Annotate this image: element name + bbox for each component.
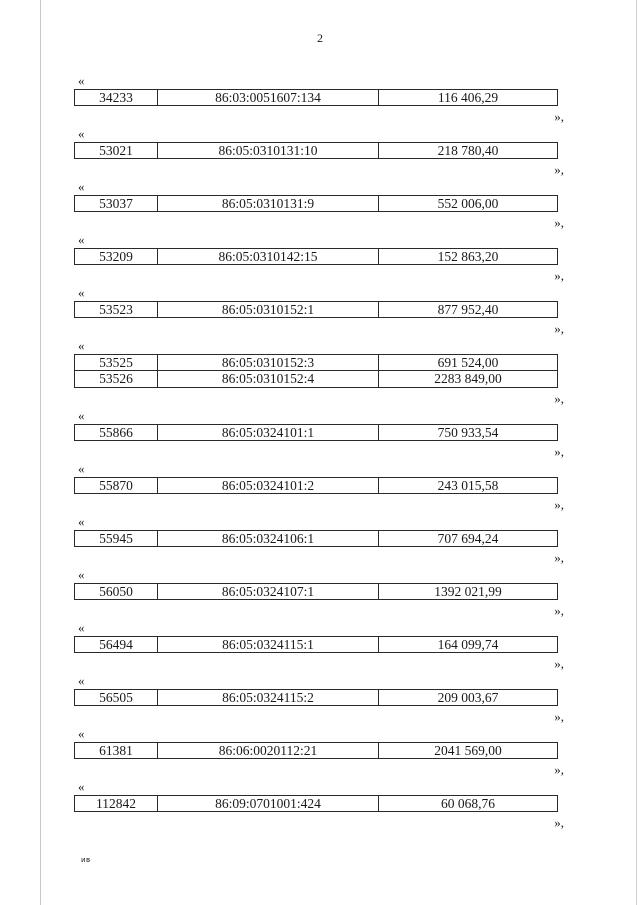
- cadastral-number: 86:05:0310142:15: [158, 249, 379, 264]
- row-code: 53021: [75, 143, 158, 158]
- table-entry: [74, 514, 564, 567]
- closing-quote-mark: »,: [554, 268, 564, 283]
- cadastral-number: 86:05:0310152:1: [158, 302, 379, 317]
- table-entry: [74, 179, 564, 232]
- closing-quote-mark: »,: [554, 656, 564, 671]
- table-row: [74, 689, 558, 706]
- cadastral-number: 86:05:0324115:2: [158, 690, 379, 705]
- table-row: [74, 583, 558, 600]
- cadastral-value: 60 068,76: [441, 796, 495, 811]
- row-code: 112842: [75, 796, 158, 811]
- closing-quote-mark: »,: [554, 444, 564, 459]
- table-entry: [74, 620, 564, 673]
- table-entry: [74, 779, 564, 832]
- cadastral-number: 86:05:0324101:1: [158, 425, 379, 440]
- cadastral-number: 86:05:0324106:1: [158, 531, 379, 546]
- table-row: [74, 477, 558, 494]
- row-code: 53526: [75, 371, 158, 387]
- cadastral-number: 86:03:0051607:134: [158, 90, 379, 105]
- closing-quote-mark: »,: [554, 391, 564, 406]
- opening-quote-mark: «: [78, 232, 85, 247]
- closing-quote-mark: »,: [554, 550, 564, 565]
- opening-quote-mark: «: [78, 673, 85, 688]
- cadastral-value: 750 933,54: [437, 425, 499, 440]
- row-code: 56050: [75, 584, 158, 599]
- table-entry: [74, 567, 564, 620]
- cadastral-value: 2283 849,00: [434, 371, 502, 386]
- cadastral-value: 164 099,74: [437, 637, 499, 652]
- table-row: [74, 530, 558, 547]
- cadastral-value: 877 952,40: [437, 302, 499, 317]
- closing-quote-mark: »,: [554, 497, 564, 512]
- cadastral-number: 86:09:0701001:424: [158, 796, 379, 811]
- table-entry: [74, 285, 564, 338]
- row-code: 55870: [75, 478, 158, 493]
- table-row: [74, 301, 558, 318]
- opening-quote-mark: «: [78, 514, 85, 529]
- opening-quote-mark: «: [78, 567, 85, 582]
- row-code: 53523: [75, 302, 158, 317]
- opening-quote-mark: «: [78, 73, 85, 88]
- opening-quote-mark: «: [78, 779, 85, 794]
- table-entry: [74, 673, 564, 726]
- cadastral-value: 1392 021,99: [434, 584, 502, 599]
- opening-quote-mark: «: [78, 408, 85, 423]
- cadastral-value: 209 003,67: [437, 690, 499, 705]
- closing-quote-mark: »,: [554, 215, 564, 230]
- cadastral-number: 86:05:0310152:4: [158, 371, 379, 387]
- closing-quote-mark: »,: [554, 762, 564, 777]
- table-row: [74, 742, 558, 759]
- cadastral-value: 691 524,00: [437, 355, 499, 370]
- closing-quote-mark: »,: [554, 321, 564, 336]
- cadastral-value: 2041 569,00: [434, 743, 502, 758]
- cadastral-number: 86:05:0310131:9: [158, 196, 379, 211]
- closing-quote-mark: »,: [554, 109, 564, 124]
- row-code: 61381: [75, 743, 158, 758]
- table-row: [74, 795, 558, 812]
- row-code: 53525: [75, 355, 158, 370]
- closing-quote-mark: »,: [554, 815, 564, 830]
- closing-quote-mark: »,: [554, 162, 564, 177]
- table-entry: [74, 232, 564, 285]
- cadastral-value: 152 863,20: [437, 249, 499, 264]
- closing-quote-mark: »,: [554, 603, 564, 618]
- table-entry: [74, 126, 564, 179]
- row-code: 56494: [75, 637, 158, 652]
- table-row: [74, 195, 558, 212]
- row-code: 55866: [75, 425, 158, 440]
- table-entry: [74, 461, 564, 514]
- cadastral-value: 552 006,00: [437, 196, 499, 211]
- cadastral-number: 86:05:0324101:2: [158, 478, 379, 493]
- table-entry: [74, 408, 564, 461]
- opening-quote-mark: «: [78, 338, 85, 353]
- opening-quote-mark: «: [78, 126, 85, 141]
- table-row: [74, 424, 558, 441]
- row-code: 55945: [75, 531, 158, 546]
- table-row: [74, 371, 558, 388]
- page-number: 2: [317, 31, 323, 45]
- cadastral-number: 86:05:0324115:1: [158, 637, 379, 652]
- table-row: [74, 354, 558, 371]
- row-code: 53209: [75, 249, 158, 264]
- table-entry: [74, 338, 564, 408]
- opening-quote-mark: «: [78, 461, 85, 476]
- cadastral-number: 86:05:0324107:1: [158, 584, 379, 599]
- cadastral-value: 707 694,24: [437, 531, 499, 546]
- opening-quote-mark: «: [78, 285, 85, 300]
- closing-quote-mark: »,: [554, 709, 564, 724]
- cadastral-number: 86:05:0310131:10: [158, 143, 379, 158]
- table-row: [74, 89, 558, 106]
- opening-quote-mark: «: [78, 620, 85, 635]
- row-code: 56505: [75, 690, 158, 705]
- cadastral-number: 86:06:0020112:21: [158, 743, 379, 758]
- opening-quote-mark: «: [78, 179, 85, 194]
- cadastral-value: 243 015,58: [437, 478, 499, 493]
- table-entry: [74, 726, 564, 779]
- table-row: [74, 636, 558, 653]
- row-code: 34233: [75, 90, 158, 105]
- row-code: 53037: [75, 196, 158, 211]
- table-entry: [74, 73, 564, 126]
- footer-initials: ив: [81, 856, 91, 864]
- opening-quote-mark: «: [78, 726, 85, 741]
- cadastral-value: 218 780,40: [437, 143, 499, 158]
- table-row: [74, 248, 558, 265]
- cadastral-number: 86:05:0310152:3: [158, 355, 379, 370]
- table-row: [74, 142, 558, 159]
- cadastral-value: 116 406,29: [437, 90, 499, 105]
- amendment-entries: [0, 73, 640, 832]
